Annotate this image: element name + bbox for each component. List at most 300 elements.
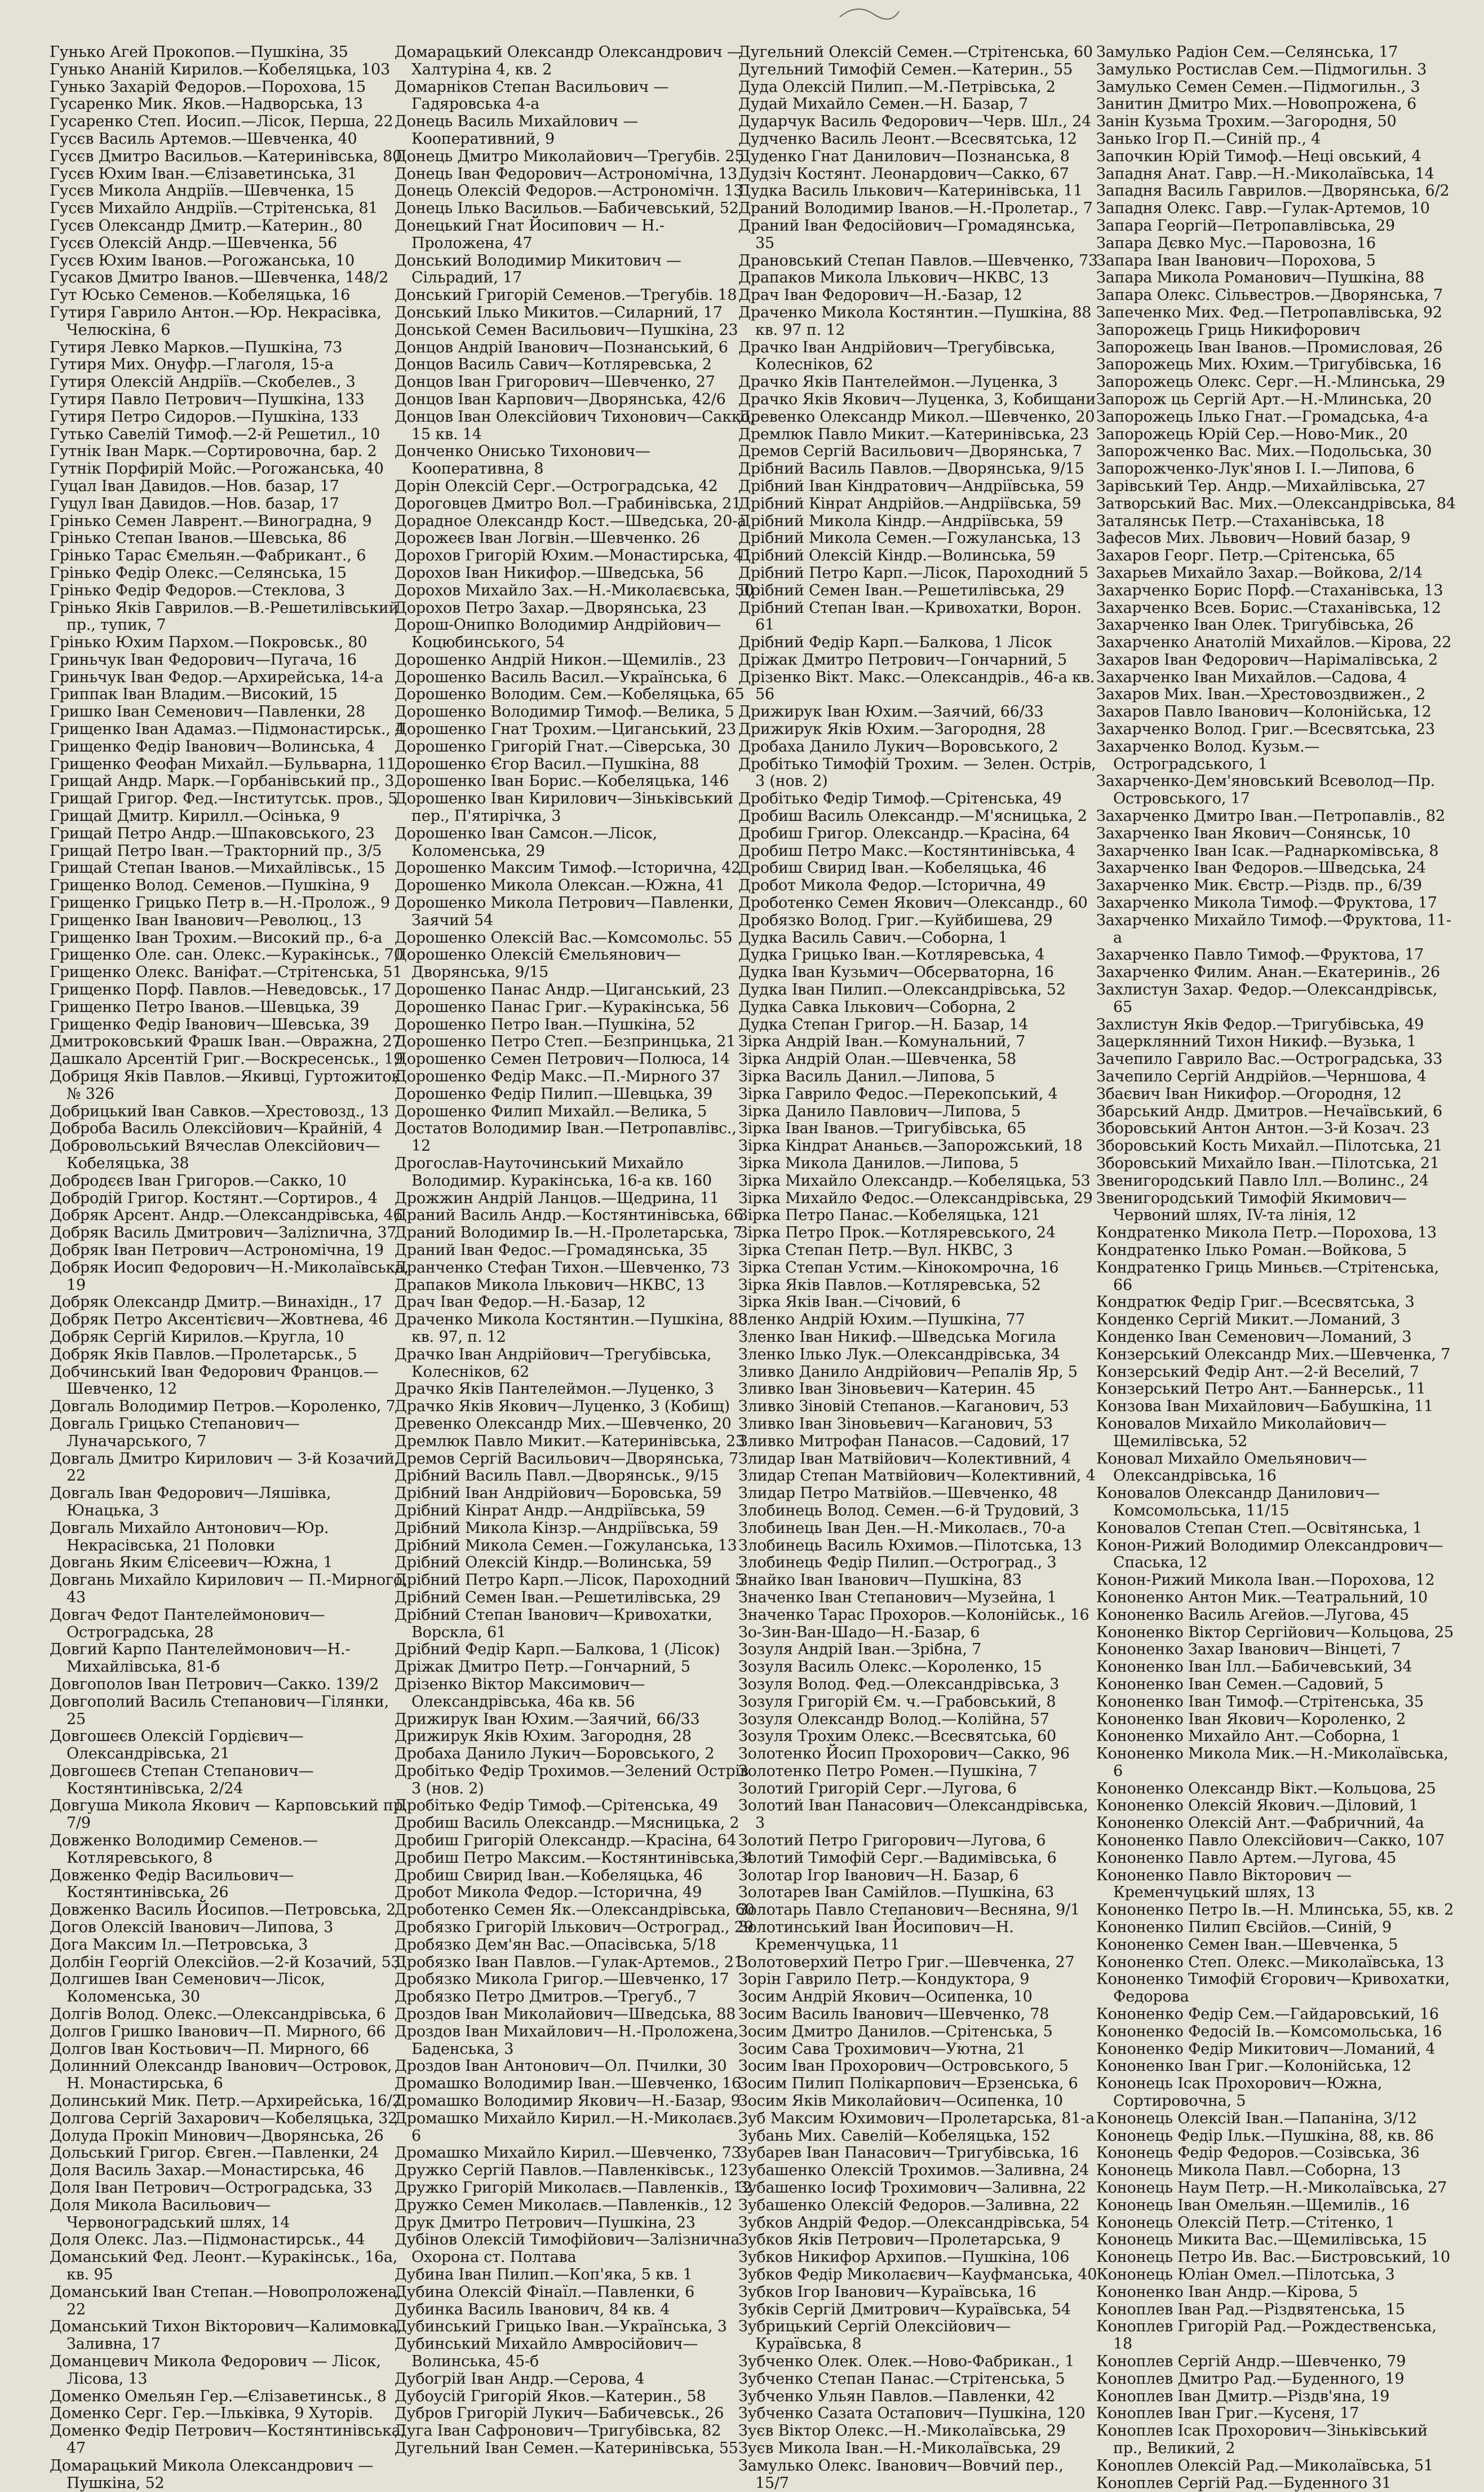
directory-entry: Донецький Гнат Йосипович — Н.-Проложена, 47 [395, 216, 665, 252]
directory-entry: Добряк Петро Аксентієвич—Жовтнева, 46 [50, 1311, 388, 1329]
directory-entry: Гуцал Іван Давидов.—Нов. базар, 17 [50, 477, 339, 495]
directory-entry: Кононець Наум Петр.—Н.-Миколаївська, 27 [1096, 2179, 1447, 2197]
directory-entry: Захарченко Михайло Тимоф.—Фруктова, 11-а [1096, 911, 1451, 947]
directory-entry: Драний Іван Федосійович—Громадянська, 35 [738, 216, 1075, 252]
directory-entry: Грищенко Грицько Петр в.—Н.-Пролож., 9 [50, 894, 390, 912]
directory-entry: Зозуля Трохим Олекс.—Всесвятська, 60 [738, 1727, 1057, 1746]
directory-entry: Зірка Степан Устим.—Кінокомрочна, 16 [738, 1258, 1059, 1276]
directory-entry: Драчко Яків Пантелеймон.—Луценко, 3 [395, 1380, 714, 1398]
directory-entry: Дубинка Василь Іванович, 84 кв. 4 [395, 2300, 670, 2318]
directory-entry: Запорожець Мих. Юхим.—Тригубівська, 16 [1096, 356, 1442, 374]
directory-entry: Замулько Олекс. Іванович—Вовчий пер., 15/7 [738, 2456, 1064, 2492]
directory-entry: Довгуша Микола Якович — Карповський пр. 7/9 [50, 1797, 408, 1832]
directory-entry: Дрижирук Іван Юхим.—Заячий, 66/33 [395, 1710, 700, 1728]
directory-entry: Добряк Арсент. Андр.—Олександрівська, 46 [50, 1207, 403, 1225]
directory-entry: Грищай Петро Андр.—Шпаковського, 23 [50, 824, 375, 842]
directory-entry: Замулько Радіон Сем.—Селянська, 17 [1096, 43, 1398, 61]
directory-entry: Драний Володимир Іванов.—Н.-Пролетар., 7 [738, 200, 1093, 218]
directory-entry: Доброба Василь Олексійович—Крайній, 4 [50, 1120, 383, 1138]
directory-entry: Дробязко Дем'ян Вас.—Опасівська, 5/18 [395, 1936, 716, 1954]
directory-entry: Дрижирук Яків Юхим. Загородня, 28 [395, 1727, 692, 1746]
directory-entry: Зірка Гаврило Федос.—Перекопський, 4 [738, 1085, 1058, 1103]
directory-entry: Грищенко Іван Адамаз.—Підмонастирськ., 4 [50, 721, 405, 739]
directory-entry: Захарченко Дмитро Іван.—Петропавлів., 82 [1096, 807, 1445, 825]
directory-entry: Дорошенко Володим. Сем.—Кобеляцька, 65 [395, 686, 745, 704]
directory-entry: Довгаль Дмитро Кирилович — 3-й Козачий, 22 [50, 1450, 400, 1485]
directory-entry: Зубашенко Олексій Федоров.—Заливна, 22 [738, 2196, 1080, 2214]
directory-entry: Дромашко Володимир Якович—Н.-Базар, 9 [395, 2092, 741, 2110]
directory-entry: Кононенко Захар Іванович—Вінцеті, 7 [1096, 1641, 1401, 1659]
directory-entry: Дорадное Олександр Кост.—Шведська, 20-а [395, 512, 747, 530]
directory-entry: Зливко Зіновій Степанов.—Каганович, 53 [738, 1398, 1069, 1416]
directory-entry: Добряк Василь Дмитрович—Заліznична, 37 [50, 1224, 397, 1242]
directory-entry: Гришко Іван Семенович—Павленки, 28 [50, 703, 365, 721]
directory-entry: Дробот Микола Федор.—Історична, 49 [395, 1884, 702, 1902]
directory-entry: Кононенко Петро Ів.—Н. Млинська, 55, кв. 2 [1096, 1901, 1454, 1919]
directory-entry: Дружко Сергій Павлов.—Павленківськ., 12 [395, 2162, 738, 2180]
directory-entry: Золотарев Іван Самійлов.—Пушкіна, 63 [738, 1884, 1055, 1902]
directory-entry: Дробиш Свирид Іван.—Кобеляцька, 46 [395, 1866, 703, 1884]
directory-entry: Дремлюк Павло Микит.—Катеринівська, 23 [395, 1432, 745, 1450]
directory-entry: Запара Георгій—Петропавлівська, 29 [1096, 216, 1395, 235]
directory-entry: Доманцевич Микола Федорович — Лісок, Лісова, 13 [50, 2352, 381, 2388]
directory-entry: Захаров Мих. Іван.—Хрестовоздвижен., 2 [1096, 686, 1426, 704]
directory-entry: Дорошенко Григорій Гнат.—Сіверська, 30 [395, 737, 730, 755]
directory-entry: Зозуля Волод. Фед.—Олександрівська, 3 [738, 1675, 1060, 1693]
directory-entry: Дрібний Василь Павл.—Дворянськ., 9/15 [395, 1467, 719, 1485]
directory-entry: Конон-Рижий Володимир Олександрович—Спаська, 12 [1096, 1536, 1443, 1572]
directory-entry: Зафесов Мих. Львович—Новий базар, 9 [1096, 529, 1411, 547]
directory-entry: Коновал Михайло Омельянович—Олександрівська, 16 [1096, 1450, 1367, 1485]
directory-entry: Грищай Степан Іванов.—Михайлівськ., 15 [50, 859, 386, 877]
directory-entry: Дробот Микола Федор.—Історична, 49 [738, 877, 1046, 895]
directory-entry: Грищенко Феофан Михайл.—Бульварна, 11 [50, 755, 396, 773]
directory-entry: Дорохов Григорій Юхим.—Монастирська, 41 [395, 547, 752, 565]
directory-entry: Драний Володимир Ів.—Н.-Пролетарська, 7 [395, 1224, 743, 1242]
directory-entry: Дробиш Свирид Іван.—Кобеляцька, 46 [738, 859, 1047, 877]
directory-entry: Дрібний Олексій Кіндр.—Волинська, 59 [738, 547, 1056, 565]
directory-entry: Донцов Іван Карпович—Дворянська, 42/6 [395, 390, 726, 408]
directory-entry: Грищай Григор. Фед.—Інститутськ. пров., 5 [50, 790, 398, 808]
directory-entry: Зозуля Василь Олекс.—Короленко, 15 [738, 1658, 1042, 1676]
directory-entry: Дорошенко Микола Олексан.—Южна, 41 [395, 877, 725, 895]
directory-entry: Зубков Федір Миколаєвич—Кауфманська, 40 [738, 2266, 1097, 2283]
directory-entry: Гунько Ананій Кирилов.—Кобеляцька, 103 [50, 60, 390, 78]
directory-entry: Збарський Андр. Дмитров.—Нечаївський, 6 [1096, 1102, 1442, 1120]
directory-entry: Запара Дєвко Мус.—Паровозна, 16 [1096, 234, 1376, 252]
directory-entry: Золотоверхий Петро Григ.—Шевченка, 27 [738, 1953, 1075, 1971]
directory-entry: Зірка Петро Панас.—Кобеляцька, 121 [738, 1207, 1040, 1225]
directory-entry: Грищай Петро Іван.—Тракторний пр., 3/5 [50, 842, 382, 860]
directory-entry: Дудай Михайло Семен.—Н. Базар, 7 [738, 95, 1028, 113]
directory-entry: Захаров Георг. Петр.—Срітенська, 65 [1096, 547, 1396, 565]
directory-entry: Захаров Іван Федорович—Нарімалівська, 2 [1096, 651, 1438, 669]
directory-entry: Дугельний Тимофій Семен.—Катерин., 55 [738, 60, 1073, 78]
directory-entry: Зірка Андрій Олан.—Шевченка, 58 [738, 1050, 1016, 1068]
directory-entry: Грищай Дмитр. Кирилл.—Осінька, 9 [50, 807, 340, 825]
directory-entry: Гунько Захарій Федоров.—Порохова, 15 [50, 78, 366, 96]
directory-entry: Драний Василь Андр.—Костянтинівська, 66 [395, 1207, 743, 1225]
directory-entry: Донськой Семен Васильович—Пушкіна, 23 [395, 321, 738, 339]
directory-entry: Долбін Георгій Олексійов.—2-й Козачий, 53 [50, 1953, 401, 1971]
directory-entry: Дріжак Дмитро Петрович—Гончарний, 5 [738, 651, 1067, 669]
directory-entry: Дорохов Михайло Зах.—Н.-Миколаєвська, 50 [395, 581, 754, 599]
directory-entry: Дрібний Семен Іван.—Решетилівська, 29 [738, 581, 1065, 599]
directory-entry: Кононенко Михайло Ант.—Соборна, 1 [1096, 1727, 1401, 1746]
directory-entry: Зборовський Антон Антон.—3-й Козач. 23 [1096, 1120, 1430, 1138]
directory-entry: Злобинець Іван Ден.—Н.-Миколаєв., 70-а [738, 1519, 1066, 1537]
directory-entry: Грищай Андр. Марк.—Горбанівський пр., 3 [50, 772, 395, 790]
directory-entry: Конзерський Олександр Мих.—Шевченка, 7 [1096, 1345, 1451, 1363]
directory-entry: Затворський Вас. Мих.—Олександрівська, 84 [1096, 494, 1456, 512]
directory-entry: Зацерклянний Тихон Никиф.—Вузька, 1 [1096, 1033, 1416, 1051]
directory-entry: Запеченко Мих. Фед.—Петропавлівська, 92 [1096, 303, 1442, 321]
directory-entry: Дробиш Василь Олександр.—М'ясницька, 2 [738, 807, 1087, 825]
directory-entry: Дудка Іван Пилип.—Олександрівська, 52 [738, 981, 1066, 999]
directory-entry: Дмитроковський Фрашк Іван.—Овражна, 27 [50, 1033, 402, 1051]
directory-entry: Грищенко Петро Іванов.—Шевцька, 39 [50, 998, 360, 1016]
directory-entry: Зубков Никифор Архипов.—Пушкіна, 106 [738, 2248, 1070, 2266]
directory-entry: Кондратенко Микола Петр.—Порохова, 13 [1096, 1224, 1437, 1242]
directory-entry: Дорошенко Филип Михайл.—Велика, 5 [395, 1102, 707, 1120]
directory-entry: Дорошенко Петро Іван.—Пушкіна, 52 [395, 1015, 696, 1033]
directory-entry: Захарченко Волод. Григ.—Всесвятська, 23 [1096, 721, 1435, 739]
directory-entry: Домарацький Микола Олександрович — Пушкіна, 52 [50, 2456, 374, 2492]
directory-entry: Донець Іван Федорович—Астрономічна, 13 [395, 165, 738, 183]
directory-entry: Дударчук Василь Федорович—Черв. Шл., 24 [738, 113, 1092, 131]
directory-entry: Добряк Яків Павлов.—Пролетарськ., 5 [50, 1345, 357, 1363]
directory-entry: Грінько Федір Олекс.—Селянська, 15 [50, 564, 347, 582]
directory-entry: Дудка Савка Ількович—Соборна, 2 [738, 998, 1016, 1016]
directory-entry: Добродєєв Іван Григоров.—Сакко, 10 [50, 1172, 347, 1190]
directory-entry: Дроздов Іван Антонович—Ол. Пчилки, 30 [395, 2057, 727, 2075]
directory-entry: Коноплев Григорій Рад.—Рождественська, 18 [1096, 2318, 1437, 2353]
directory-column-3 [738, 44, 1099, 2492]
directory-entry: Запара Іван Іванович—Порохова, 5 [1096, 251, 1376, 269]
directory-entry: Донець Василь Михайлович — Кооперативний, 9 [395, 113, 639, 148]
directory-entry: Кононенко Федір Сем.—Гайдаровський, 16 [1096, 2005, 1439, 2023]
directory-entry: Конзерський Петро Ант.—Баннерськ., 11 [1096, 1380, 1426, 1398]
directory-entry: Дубинський Грицько Іван.—Українська, 3 [395, 2318, 727, 2336]
directory-entry: Грінько Семен Лаврент.—Виноградна, 9 [50, 512, 372, 530]
directory-entry: Дрізенко Вікт. Макс.—Олександрів., 46-а кв. 56 [738, 668, 1095, 704]
directory-entry: Зубков Андрій Федор.—Олександрівська, 54 [738, 2213, 1089, 2232]
directory-entry: Золотар Ігор Іванович—Н. Базар, 6 [738, 1866, 1019, 1884]
directory-entry: Дробязко Волод. Григ.—Куйбишева, 29 [738, 911, 1053, 929]
directory-entry: Кондратенко Гриць Миньєв.—Стрітенська, 66 [1096, 1258, 1439, 1294]
directory-entry: Дорошенко Федір Пилип.—Шевцька, 39 [395, 1085, 713, 1103]
directory-entry: Кононенко Віктор Сергійович—Кольцова, 25 [1096, 1623, 1454, 1641]
directory-entry: Дрижирук Іван Юхим.—Заячий, 66/33 [738, 703, 1044, 721]
directory-entry: Дудка Грицько Іван.—Котляревська, 4 [738, 946, 1045, 964]
directory-entry: Дробиш Петро Макс.—Костянтинівська, 4 [738, 842, 1076, 860]
directory-entry: Дроботенко Семен Якович—Олександр., 60 [738, 894, 1088, 912]
directory-entry: Захлистун Захар. Федор.—Олександрівськ, 65 [1096, 981, 1438, 1016]
directory-entry: Гусєв Микола Андріїв.—Шевченка, 15 [50, 182, 355, 200]
directory-entry: Злобинець Федір Пилип.—Остроград., 3 [738, 1554, 1057, 1572]
directory-entry: Зарівський Тер. Андр.—Михайлівська, 27 [1096, 477, 1426, 495]
directory-entry: Кононенко Федосій Ів.—Комсомольська, 16 [1096, 2022, 1442, 2040]
directory-entry: Кононець Юліан Омел.—Пілотська, 3 [1096, 2266, 1395, 2283]
directory-entry: Захарченко Іван Михайлов.—Садова, 4 [1096, 668, 1407, 686]
directory-entry: Долгів Волод. Олекс.—Олександрівська, 6 [50, 2005, 386, 2023]
directory-entry: Зозуля Олександр Волод.—Колійна, 57 [738, 1710, 1049, 1728]
directory-entry: Донський Володимир Микитович — Сільрадий, 17 [395, 251, 681, 287]
directory-entry: Захарченко-Дем'яновський Всеволод—Пр. Островського, 17 [1096, 772, 1436, 808]
directory-entry: Зо-Зин-Ван-Шадо—Н.-Базар, 6 [738, 1623, 980, 1641]
directory-entry: Зливко Іван Зіновьевич—Каганович, 53 [738, 1415, 1053, 1433]
directory-entry: Дубина Іван Пилип.—Коп'яка, 5 кв. 1 [395, 2266, 693, 2283]
directory-entry: Дорошенко Петро Степ.—Безпринцька, 21 [395, 1033, 736, 1051]
directory-column-4 [1096, 44, 1457, 2492]
directory-entry: Захарченко Іван Федоров.—Шведська, 24 [1096, 859, 1426, 877]
directory-entry: Довгошеєв Олексій Гордієвич—Олександрівська, 21 [50, 1727, 304, 1763]
directory-entry: Звенигородський Павло Ілл.—Волинс., 24 [1096, 1172, 1429, 1190]
directory-entry: Друк Дмитро Петрович—Пушкіна, 23 [395, 2213, 696, 2232]
directory-entry: Дробаха Данило Лукич—Воровського, 2 [738, 737, 1058, 755]
directory-entry: Дубогрій Іван Андр.—Серова, 4 [395, 2370, 645, 2388]
directory-entry: Зливко Данило Андрійович—Репалів Яр, 5 [738, 1363, 1078, 1381]
directory-entry: Захарченко Филим. Анан.—Екатеринів., 26 [1096, 964, 1440, 982]
directory-entry: Доманський Тихон Вікторович—Калимовка, Заливна, 17 [50, 2318, 402, 2353]
directory-entry: Коноплев Олексій Рад.—Миколаївська, 51 [1096, 2456, 1433, 2475]
directory-entry: Дубоусій Григорій Яков.—Катерин., 58 [395, 2387, 706, 2405]
directory-entry: Кононець Микола Павл.—Соборна, 13 [1096, 2162, 1401, 2180]
directory-entry: Замулько Семен Семен.—Підмогильн., 3 [1096, 78, 1420, 96]
directory-entry: Дроздов Іван Михайлович—Н.-Проложена, Баденська, 3 [395, 2022, 738, 2058]
directory-entry: Дудзіч Костянт. Леонардович—Сакко, 67 [738, 165, 1069, 183]
directory-entry: Долинний Олександр Іванович—Островок, Н. Монастирська, 6 [50, 2057, 392, 2093]
directory-entry: Захарченко Борис Порф.—Стаханівська, 13 [1096, 581, 1443, 599]
directory-entry: Дремов Сергій Васильович—Дворянська, 7 [395, 1450, 738, 1468]
directory-entry: Дробязко Петро Дмитров.—Трегуб., 7 [395, 1988, 697, 2006]
directory-entry: Довгач Федот Пантелеймонович—Остроградська, 28 [50, 1606, 325, 1641]
directory-entry: Дога Максим Іл.—Петровська, 3 [50, 1936, 308, 1954]
directory-entry: Дрібний Петро Карп.—Лісок, Пароходний 5 [738, 564, 1088, 582]
directory-entry: Добчинський Іван Федорович Францов.—Шевченко, 12 [50, 1363, 379, 1398]
directory-entry: Захарченко Павло Тимоф.—Фруктова, 17 [1096, 946, 1424, 964]
directory-entry: Гриньчук Іван Федор.—Архирейська, 14-а [50, 668, 383, 686]
directory-entry: Дугельний Олексій Семен.—Стрітенська, 60 [738, 43, 1093, 61]
directory-entry: Кононенко Степ. Олекс.—Миколаївська, 13 [1096, 1953, 1445, 1971]
directory-entry: Гусєв Дмитро Васильов.—Катеринівська, 80 [50, 147, 402, 165]
directory-entry: Зачепило Сергій Андрійов.—Черншова, 4 [1096, 1068, 1427, 1086]
directory-entry: Домарніков Степан Васильович — Гадяровська 4-а [395, 78, 669, 113]
directory-entry: Добряк Олександр Дмитр.—Винахідн., 17 [50, 1293, 382, 1311]
directory-entry: Довгаль Михайло Антонович—Юр. Некрасівська, 21 Половки [50, 1519, 329, 1554]
directory-entry: Дорошенко Єгор Васил.—Пушкіна, 88 [395, 755, 699, 773]
directory-entry: Зубань Мих. Савелій—Кобеляцька, 152 [738, 2127, 1051, 2145]
directory-entry: Дуга Іван Сафронович—Тригубівська, 82 [395, 2422, 721, 2440]
directory-entry: Зубків Сергій Дмитрович—Кураївська, 54 [738, 2300, 1071, 2318]
directory-entry: Кононенко Василь Агейов.—Лугова, 45 [1096, 1606, 1409, 1624]
directory-entry: Дробиш Григор. Олександр.—Красіна, 64 [738, 824, 1070, 842]
directory-entry: Зленко Ілько Лук.—Олександрівська, 34 [738, 1345, 1060, 1363]
directory-entry: Конзерський Федір Ант.—2-й Веселий, 7 [1096, 1363, 1419, 1381]
directory-entry: Доменко Омельян Гер.—Єлізаветинськ., 8 [50, 2387, 387, 2405]
directory-entry: Дромашко Михайло Кирил.—Шевченко, 73 [395, 2144, 741, 2162]
directory-entry: Кондратенко Ілько Роман.—Войкова, 5 [1096, 1241, 1407, 1259]
directory-entry: Зачепило Гаврило Вас.—Остроградська, 33 [1096, 1050, 1443, 1068]
directory-entry: Запара Микола Романович—Пушкіна, 88 [1096, 269, 1425, 287]
directory-entry: Дорошенко Федір Макс.—П.-Мирного 37 [395, 1068, 721, 1086]
directory-entry: Запорожець Ілько Гнат.—Громадська, 4-а [1096, 408, 1428, 426]
directory-entry: Дудка Василь Ількович—Катеринівська, 11 [738, 182, 1083, 200]
directory-entry: Кондратюк Федір Григ.—Всесвятська, 3 [1096, 1293, 1415, 1311]
directory-entry: Дороговцев Дмитро Вол.—Грабинівська, 21 [395, 494, 742, 512]
directory-entry: Гусєв Юхим Іван.—Єлізаветинська, 31 [50, 165, 357, 183]
directory-entry: Зірка Степан Петр.—Вул. НКВС, 3 [738, 1241, 1013, 1259]
directory-entry: Коноплев Сергій Андр.—Шевченко, 79 [1096, 2352, 1406, 2370]
directory-entry: Долинський Мик. Петр.—Архирейська, 16/2 [50, 2092, 402, 2110]
directory-entry: Зубков Ігор Іванович—Кураївська, 16 [738, 2283, 1036, 2301]
directory-entry: Древенко Олександр Микол.—Шевченко, 20 [738, 408, 1095, 426]
directory-entry: Злидар Степан Матвійович—Колективний, 4 [738, 1467, 1096, 1485]
directory-entry: Донець Дмитро Миколайович—Трегубів. 25 [395, 147, 745, 165]
directory-entry: Коновалов Степан Степ.—Освітянська, 1 [1096, 1519, 1423, 1537]
directory-entry: Зосим Пилип Полікарпович—Ерзенська, 6 [738, 2075, 1078, 2093]
directory-entry: Грінько Яків Гаврилов.—В.-Решетилівський пр., тупик, 7 [50, 599, 399, 634]
directory-entry: Дрізенко Віктор Максимович—Олександрівська, 46а кв. 56 [395, 1675, 645, 1711]
directory-entry: Дробітько Федір Тимоф.—Срітенська, 49 [738, 790, 1062, 808]
directory-entry: Запорожченко Вас. Мих.—Подольська, 30 [1096, 443, 1432, 461]
directory-entry: Дроботенко Семен Як.—Олександрівська, 60 [395, 1901, 755, 1919]
directory-entry: Дубінов Олексій Тимофійович—Залізнична Охорона ст. Полтава [395, 2231, 740, 2266]
directory-entry: Запорожець Юрій Сер.—Ново-Мик., 20 [1096, 425, 1408, 443]
directory-entry: Драновський Степан Павлов.—Шевченко, 73 [738, 251, 1098, 269]
directory-entry: Гутиря Петро Сидоров.—Пушкіна, 133 [50, 408, 359, 426]
directory-entry: Донець Олексій Федоров.—Астрономічн. 13 [395, 182, 743, 200]
directory-entry: Кононець Іван Омельян.—Щемилів., 16 [1096, 2196, 1410, 2214]
directory-entry: Захарченко Іван Якович—Сонянськ, 10 [1096, 824, 1411, 842]
directory-entry: Дорохов Іван Никифор.—Шведська, 56 [395, 564, 704, 582]
directory-entry: Золотинський Іван Йосипович—Н. Кременчуцька, 11 [738, 1919, 1014, 1954]
directory-entry: Коновалов Михайло Миколайович—Щемилівська, 52 [1096, 1415, 1387, 1450]
directory-entry: Злидар Іван Матвійович—Колективний, 4 [738, 1450, 1071, 1468]
directory-entry: Золотенко Петро Ромен.—Пушкіна, 7 [738, 1762, 1038, 1780]
directory-entry: Кононець Ісак Прохорович—Южна, Сортировочна, 5 [1096, 2075, 1383, 2110]
directory-entry: Дружко Григорій Миколаєв.—Павленків., 12 [395, 2179, 752, 2197]
directory-entry: Кононенко Антон Мик.—Театральний, 10 [1096, 1588, 1428, 1606]
directory-entry: Дубина Олексій Фінаїл.—Павленки, 6 [395, 2283, 695, 2301]
directory-entry: Дромашко Володимир Іван.—Шевченко, 16 [395, 2075, 741, 2093]
directory-entry: Дробязко Микола Григор.—Шевченко, 17 [395, 1970, 729, 1989]
directory-entry: Драний Іван Федос.—Громадянська, 35 [395, 1241, 708, 1259]
directory-entry: Донський Григорій Семенов.—Трегубів. 18 [395, 286, 737, 304]
directory-entry: Кононенко Павло Артем.—Лугова, 45 [1096, 1849, 1397, 1867]
directory-entry: Зірка Яків Павлов.—Котляревська, 52 [738, 1276, 1041, 1294]
directory-entry: Коноплев Іван Дмитр.—Різдв'яна, 19 [1096, 2387, 1390, 2405]
directory-entry: Дріжак Дмитро Петр.—Гончарний, 5 [395, 1658, 690, 1676]
directory-entry: Зірка Микола Данилов.—Липова, 5 [738, 1155, 1019, 1172]
directory-entry: Дорошенко Олексій Вас.—Комсомольс. 55 [395, 929, 733, 947]
directory-entry: Драч Іван Федор.—Н.-Базар, 12 [395, 1293, 646, 1311]
directory-entry: Кононець Федір Федоров.—Созівська, 36 [1096, 2144, 1420, 2162]
directory-entry: Грищенко Іван Іванович—Революц., 13 [50, 911, 362, 929]
directory-entry: Зборовський Кость Михайл.—Пілотська, 21 [1096, 1137, 1443, 1155]
directory-entry: Гутиря Павло Петрович—Пушкіна, 133 [50, 390, 365, 408]
directory-entry: Захарченко Микола Тимоф.—Фруктова, 17 [1096, 894, 1437, 912]
directory-entry: Дорош-Онипко Володимир Андрійович—Коцюбинського, 54 [395, 616, 721, 652]
directory-entry: Дудченко Василь Леонт.—Всесвятська, 12 [738, 130, 1077, 148]
directory-entry: Драпаков Микола Ількович—НКВС, 13 [395, 1276, 705, 1294]
directory-entry: Зуєв Віктор Олекс.—Н.-Миколаївська, 29 [738, 2422, 1066, 2440]
directory-entry: Дорошенко Панас Григ.—Куракінська, 56 [395, 998, 729, 1016]
directory-entry: Зубченко Степан Панас.—Стрітенська, 5 [738, 2370, 1065, 2388]
directory-entry: Дашкало Арсентій Григ.—Воскресенськ., 19 [50, 1050, 404, 1068]
directory-entry: Дорін Олексій Серг.—Остроградська, 42 [395, 477, 718, 495]
directory-entry: Дрібний Федір Карп.—Балкова, 1 Лісок [738, 634, 1052, 652]
directory-entry: Грінько Юхим Пархом.—Покровськ., 80 [50, 634, 367, 652]
directory-entry: Гриппак Іван Владим.—Високий, 15 [50, 686, 338, 704]
directory-entry: Грищенко Порф. Павлов.—Неведовськ., 17 [50, 981, 392, 999]
directory-entry: Дрібний Микола Кіндр.—Андріївська, 59 [738, 512, 1064, 530]
directory-entry: Зірка Василь Данил.—Липова, 5 [738, 1068, 995, 1086]
directory-entry: Дугельний Іван Семен.—Катеринівська, 55 [395, 2439, 738, 2457]
directory-entry: Дрібний Олексій Кіндр.—Волинська, 59 [395, 1554, 712, 1572]
directory-entry: Злидар Петро Матвійов.—Шевченко, 48 [738, 1484, 1058, 1503]
directory-entry: Захарченко Анатолій Михайлов.—Кірова, 22 [1096, 634, 1452, 652]
directory-entry: Зубашенко Іосиф Трохимович—Заливна, 22 [738, 2179, 1086, 2197]
directory-entry: Захлистун Яків Федор.—Тригубівська, 49 [1096, 1015, 1424, 1033]
directory-entry: Драчко Яків Пантелеймон.—Луценка, 3 [738, 373, 1058, 391]
directory-entry: Дрогослав-Науточинський Михайло Володимир. Куракінська, 16-а кв. 160 [395, 1155, 712, 1190]
directory-entry: Кононенко Іван Ілл.—Бабичевський, 34 [1096, 1658, 1412, 1676]
directory-entry: Западня Олекс. Гавр.—Гулак-Артемов, 10 [1096, 200, 1430, 218]
directory-entry: Древенко Олександр Мих.—Шевченко, 20 [395, 1415, 732, 1433]
directory-entry: Зуб Максим Юхимович—Пролетарська, 81-а [738, 2109, 1095, 2127]
directory-entry: Гусєв Василь Артемов.—Шевченка, 40 [50, 130, 357, 148]
directory-entry: Зірка Михайло Олександр.—Кобеляцька, 53 [738, 1172, 1091, 1190]
directory-entry: Зірка Андрій Іван.—Комунальний, 7 [738, 1033, 1026, 1051]
directory-entry: Дрижирук Яків Юхим.—Загородня, 28 [738, 721, 1046, 739]
directory-entry: Золотий Григорій Серг.—Лугова, 6 [738, 1779, 1017, 1797]
directory-entry: Кононенко Іван Григ.—Колонійська, 12 [1096, 2057, 1411, 2075]
directory-entry: Злобинець Волод. Семен.—6-й Трудовий, 3 [738, 1501, 1079, 1519]
directory-entry: Дудка Степан Григор.—Н. Базар, 14 [738, 1015, 1029, 1033]
directory-entry: Дуда Олексій Пилип.—М.-Петрівська, 2 [738, 78, 1056, 96]
directory-entry: Долгов Іван Костьович—П. Мирного, 66 [50, 2040, 369, 2058]
directory-entry: Зленко Андрій Юхим.—Пушкіна, 77 [738, 1311, 1025, 1329]
directory-entry: Добряк Иосип Федорович—Н.-Миколаївська, 19 [50, 1258, 409, 1294]
directory-entry: Драченко Микола Костянтин.—Пушкіна, 88 кв. 97 п. 12 [738, 303, 1092, 339]
directory-entry: Зубашенко Олексій Трохимов.—Заливна, 24 [738, 2162, 1089, 2180]
directory-entry: Дрібний Микола Семен.—Гожуланська, 13 [395, 1536, 737, 1554]
directory-entry: Дрібний Микола Кінзр.—Андріївська, 59 [395, 1519, 719, 1537]
directory-entry: Добродій Григор. Костянт.—Сортиров., 4 [50, 1189, 378, 1207]
directory-entry: Зірка Іван Іванов.—Тригубівська, 65 [738, 1120, 1026, 1138]
directory-entry: Грищенко Федір Іванович—Шевська, 39 [50, 1015, 370, 1033]
directory-entry: Дремлюк Павло Микит.—Катеринівська, 23 [738, 425, 1089, 443]
directory-entry: Дробиш Петро Максим.—Костянтинівська, 4 [395, 1849, 754, 1867]
directory-entry: Гусаренко Степ. Иосип.—Лісок, Перша, 22 [50, 113, 393, 131]
directory-entry: Гусєв Юхим Іванов.—Рогожанська, 10 [50, 251, 355, 269]
directory-entry: Дружко Семен Миколаєв.—Павленків., 12 [395, 2196, 733, 2214]
directory-entry: Дорошенко Семен Петрович—Полюса, 14 [395, 1050, 730, 1068]
directory-entry: Зубченко Ульян Павлов.—Павленки, 42 [738, 2387, 1055, 2405]
directory-entry: Захаров Павло Іванович—Колонійська, 12 [1096, 703, 1432, 721]
directory-entry: Дрібний Кінрат Андрійов.—Андріївська, 59 [738, 494, 1082, 512]
directory-entry: Кононенко Пилип Євсійов.—Синій, 9 [1096, 1919, 1392, 1937]
directory-entry: Гусєв Олексій Андр.—Шевченка, 56 [50, 234, 338, 252]
directory-entry: Кононенко Олександр Вікт.—Кольцова, 25 [1096, 1779, 1436, 1797]
directory-entry: Доля Іван Петрович—Остроградська, 33 [50, 2179, 373, 2197]
directory-entry: Гусаренко Мик. Яков.—Надворська, 13 [50, 95, 363, 113]
directory-entry: Дробязко Григорій Ількович—Остроград., 29 [395, 1919, 754, 1937]
directory-entry: Кононенко Іван Семен.—Садовий, 5 [1096, 1675, 1384, 1693]
directory-entry: Зірка Данило Павлович—Липова, 5 [738, 1102, 1021, 1120]
directory-entry: Довгань Михайло Кирилович — П.-Мирного, 43 [50, 1571, 407, 1606]
